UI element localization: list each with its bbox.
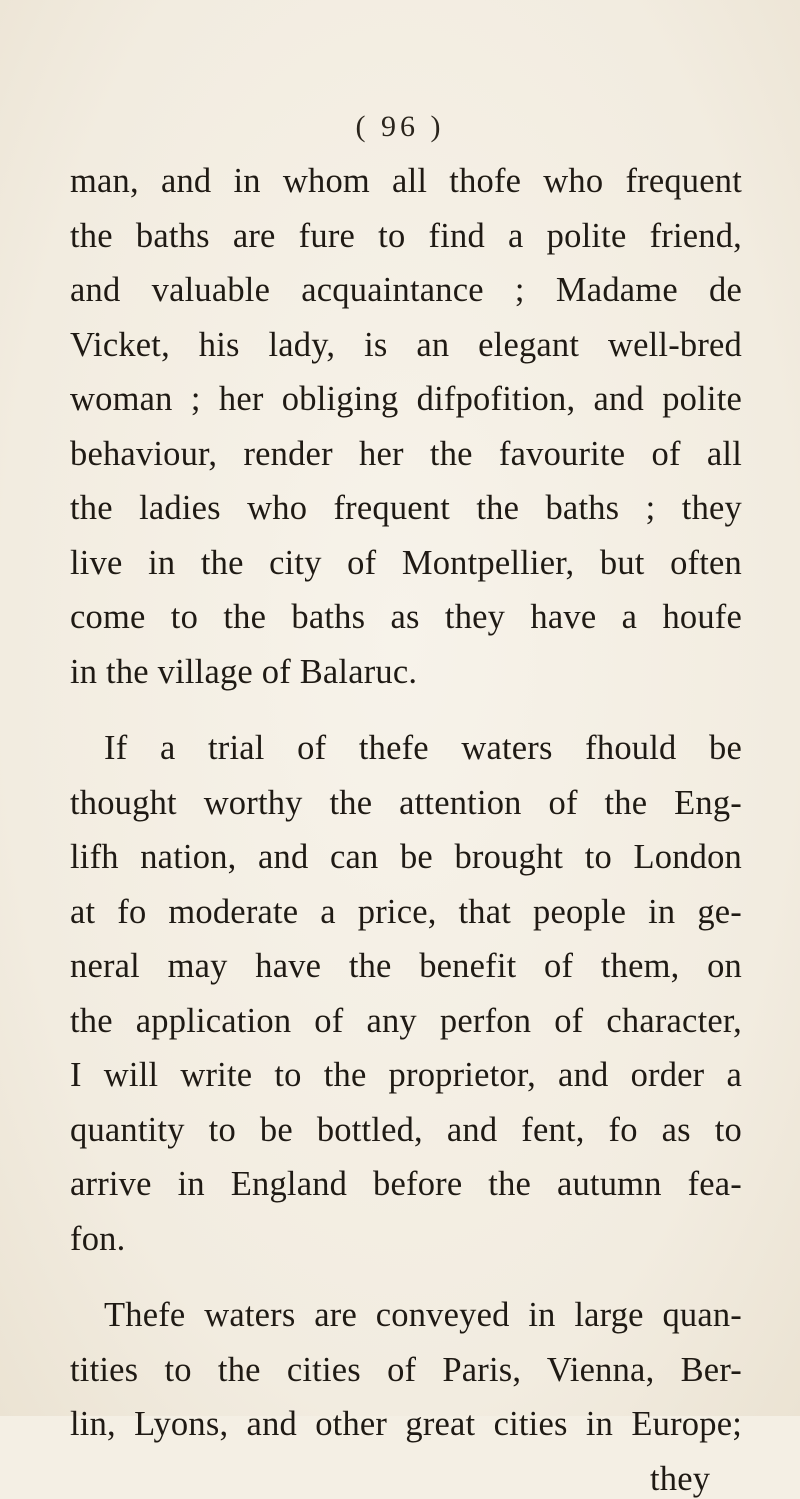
text-line: and valuable acquaintance ; Madame de <box>70 271 742 309</box>
text-line: I will write to the proprietor, and order a <box>70 1056 742 1094</box>
text-line: the application of any perfon of character, <box>70 1001 742 1040</box>
text-line: fon. <box>70 1219 126 1258</box>
text-line: lifh nation, and can be brought to London <box>70 838 742 876</box>
text-line: If a trial of thefe waters fhould be <box>104 729 742 767</box>
text-line: come to the baths as they have a houfe <box>70 598 742 636</box>
text-line: in the village of Balaruc. <box>70 652 418 691</box>
text-line: thought worthy the attention of the Eng- <box>70 783 742 822</box>
text-line: quantity to be bottled, and fent, fo as to <box>70 1110 742 1149</box>
text-line: man, and in whom all thofe who frequent <box>70 162 742 200</box>
text-line: the baths are fure to find a polite friend, <box>70 216 742 255</box>
text-line: lin, Lyons, and other great cities in Europe; <box>70 1405 742 1443</box>
text-line: neral may have the benefit of them, on <box>70 947 742 985</box>
text-line: Thefe waters are conveyed in large quan- <box>104 1296 742 1334</box>
text-line: arrive in England before the autumn fea- <box>70 1165 742 1203</box>
text-line: live in the city of Montpellier, but often <box>70 543 742 582</box>
text-line: woman ; her obliging difpofition, and polite <box>70 380 742 418</box>
catchword: they <box>650 1459 711 1498</box>
page-number: ( 96 ) <box>355 110 445 143</box>
text-line: at fo moderate a price, that people in ge- <box>70 892 742 931</box>
text-line: tities to the cities of Paris, Vienna, Ber- <box>70 1350 742 1389</box>
text-line: the ladies who frequent the baths ; they <box>70 489 742 527</box>
text-line: behaviour, render her the favourite of all <box>70 434 742 473</box>
text-line: Vicket, his lady, is an elegant well-bred <box>70 325 742 364</box>
